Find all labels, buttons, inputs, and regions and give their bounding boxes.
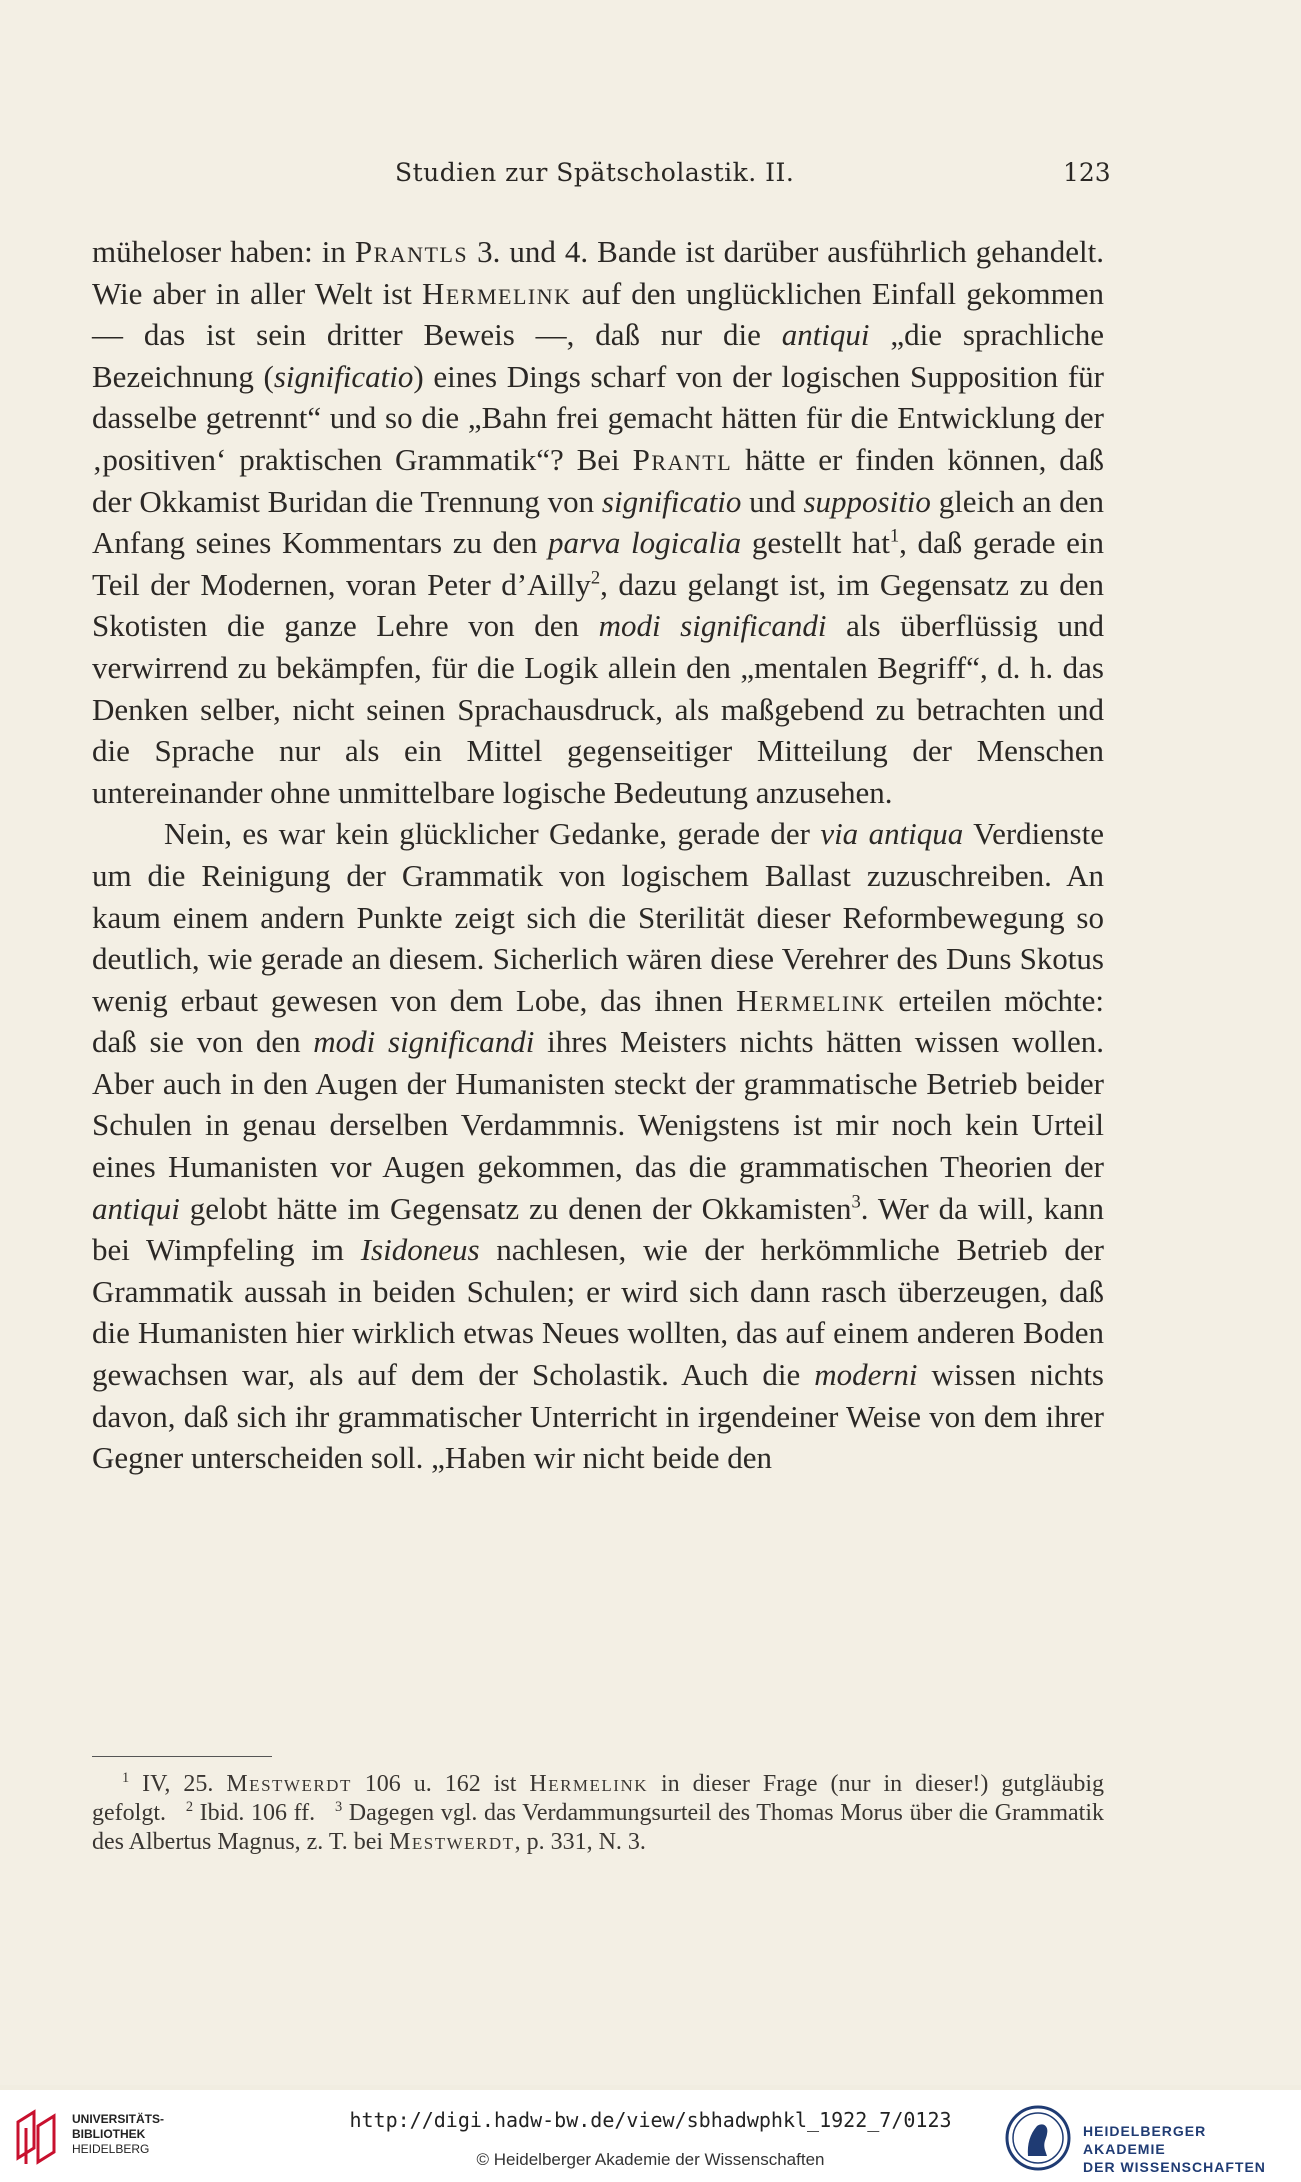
logo-line: HEIDELBERG bbox=[72, 2142, 150, 2156]
logo-line: DER WISSENSCHAFTEN bbox=[1083, 2159, 1266, 2175]
italic-term: modi significandi bbox=[598, 608, 827, 644]
text-run: in dieser Frage (nur in dieser!) gutgläubig gefolgt. bbox=[92, 1771, 1104, 1826]
permalink-url[interactable]: http://digi.hadw-bw.de/view/sbhadwphkl_1922_7/0123 bbox=[349, 2108, 952, 2132]
footnotes bbox=[92, 1770, 1104, 1857]
footnote-ref: 1 bbox=[889, 525, 900, 547]
italic-term: parva logicalia bbox=[548, 525, 742, 561]
text-run: , p. 331, N. 3. bbox=[514, 1829, 646, 1855]
text-run: 106 u. 162 ist bbox=[351, 1771, 530, 1797]
academy-logo[interactable] bbox=[1003, 2104, 1293, 2175]
text-run: müheloser haben: in bbox=[92, 234, 355, 269]
text-run: Nein, es war kein glücklicher Gedanke, gerade der bbox=[164, 816, 821, 852]
text-run: IV, 25. bbox=[129, 1771, 227, 1797]
text-run: gestellt hat bbox=[741, 525, 890, 561]
text-run: 3. und 4. Bande ist darüber ausführlich gehandelt. Wie aber in aller Welt ist bbox=[92, 234, 1104, 311]
italic-term: moderni bbox=[814, 1357, 918, 1393]
text-run: , daß gerade ein Teil der Modernen, voran Peter d’Ailly bbox=[92, 525, 1104, 602]
text-run: auf den unglücklichen Einfall gekommen — das ist sein dritter Beweis —, daß nur die bbox=[92, 275, 1105, 353]
footnote-ref: 2 bbox=[590, 567, 601, 589]
text-run: Dagegen vgl. das Verdammungsurteil des Thomas Morus über die Grammatik des Albertus Magnus, z. T. bei bbox=[92, 1800, 1105, 1855]
footnote-rule bbox=[92, 1756, 272, 1757]
text-run: ) eines Dings scharf von der logischen Supposition für dasselbe getrennt“ und so die „Bahn frei gemacht hätten für die Entwicklung der ‚positiven‘ praktischen Grammatik“? Bei bbox=[92, 358, 1104, 477]
footnote-block bbox=[92, 1770, 1104, 1857]
author-name: Hermelink bbox=[529, 1771, 649, 1797]
footer-bar bbox=[0, 2090, 1301, 2182]
logo-line: BIBLIOTHEK bbox=[72, 2127, 146, 2141]
running-title: Studien zur Spätscholastik. II. bbox=[395, 158, 795, 187]
text-run: ihres Meisters nichts hätten wissen wollen. Aber auch in den Augen der Humanisten steckt der grammatische Betrieb beider Schulen in genau derselben Verdammnis. Wenigstens ist mir noch kein Urteil eines Humanisten vor Augen gekommen, das die grammatischen Theorien der bbox=[92, 1024, 1104, 1185]
running-head bbox=[0, 158, 1301, 198]
author-name: Hermelink bbox=[736, 982, 886, 1018]
academy-seal-icon bbox=[1003, 2104, 1073, 2172]
text-run: Verdienste um die Reinigung der Grammatik von logischem Ballast zuzuschreiben. An kaum einem andern Punkte zeigt sich die Sterilität dieser Reformbewegung so deutlich, wie gerade an diesem. Sicherlich wären diese Verehrer des Duns Skotus wenig erbaut gewesen von dem Lobe, das ihnen bbox=[92, 816, 1104, 1018]
author-name: Prantl bbox=[632, 441, 733, 477]
text-run: als überflüssig und verwirrend zu bekämpfen, für die Logik allein den „mentalen Begriff“, d. h. das Denken selber, nicht seinen Sprachausdruck, als maßgebend zu betrachten und die Sprache nur als ein Mittel gegenseitiger Mitteilung der Menschen untereinander ohne unmittelbare logische Bedeutung anzusehen. bbox=[92, 608, 1104, 810]
footnote-number: 1 bbox=[122, 1770, 130, 1786]
text-run: gleich an den Anfang seines Kommentars zu den bbox=[92, 483, 1105, 561]
author-name: Mestwerdt bbox=[226, 1771, 352, 1797]
italic-term: modi significandi bbox=[313, 1024, 535, 1060]
logo-line: HEIDELBERGER AKADEMIE bbox=[1083, 2123, 1207, 2157]
page-number: 123 bbox=[1063, 158, 1111, 187]
author-name: Mestwerdt bbox=[389, 1829, 515, 1855]
italic-term: Isidoneus bbox=[360, 1232, 480, 1268]
text-run: erteilen möchte: daß sie von den bbox=[92, 982, 1104, 1060]
text-run: hätte er finden können, daß der Okkamist Buridan die Trennung von bbox=[92, 441, 1105, 519]
italic-term: via antiqua bbox=[820, 816, 964, 852]
footnote-number: 3 bbox=[334, 1799, 343, 1815]
author-name: Hermelink bbox=[421, 275, 572, 311]
text-run: und bbox=[741, 483, 804, 519]
italic-term: antiqui bbox=[92, 1190, 180, 1226]
italic-term: suppositio bbox=[803, 483, 931, 519]
text-run: wissen nichts davon, daß sich ihr grammatischer Unterricht in irgendeiner Weise von dem ihrer Gegner unterscheiden soll. „Haben wir nicht beide den bbox=[92, 1357, 1104, 1476]
text-run: nachlesen, wie der herkömmliche Betrieb der Grammatik aussah in beiden Schulen; er wird sich dann rasch überzeugen, daß die Humanisten hier wirklich etwas Neues wollten, das auf einem anderen Boden gewachsen war, als auf dem der Scholastik. Auch die bbox=[92, 1232, 1105, 1393]
text-run: , dazu gelangt ist, im Gegensatz zu den Skotisten die ganze Lehre von den bbox=[92, 566, 1104, 644]
italic-term: antiqui bbox=[781, 317, 870, 353]
italic-term: significatio bbox=[273, 358, 414, 394]
body-text bbox=[92, 231, 1104, 1479]
text-run: gelobt hätte im Gegensatz zu denen der Okkamisten bbox=[179, 1190, 852, 1226]
footnote-number: 2 bbox=[185, 1799, 194, 1815]
text-run: Ibid. 106 ff. bbox=[193, 1800, 316, 1826]
text-run: . Wer da will, kann bei Wimpfeling im bbox=[92, 1190, 1105, 1268]
author-name: Prantls bbox=[354, 234, 469, 269]
academy-logo-text bbox=[1083, 2122, 1293, 2176]
logo-line: UNIVERSITÄTS- bbox=[72, 2112, 165, 2126]
italic-term: significatio bbox=[601, 483, 742, 519]
text-run: „die sprachliche Bezeichnung ( bbox=[92, 317, 1104, 394]
paragraph-2 bbox=[92, 813, 1104, 1479]
footnote-ref: 3 bbox=[851, 1191, 861, 1213]
paragraph-1 bbox=[92, 231, 1104, 813]
copyright-notice: © Heidelberger Akademie der Wissenschaften bbox=[476, 2150, 825, 2169]
